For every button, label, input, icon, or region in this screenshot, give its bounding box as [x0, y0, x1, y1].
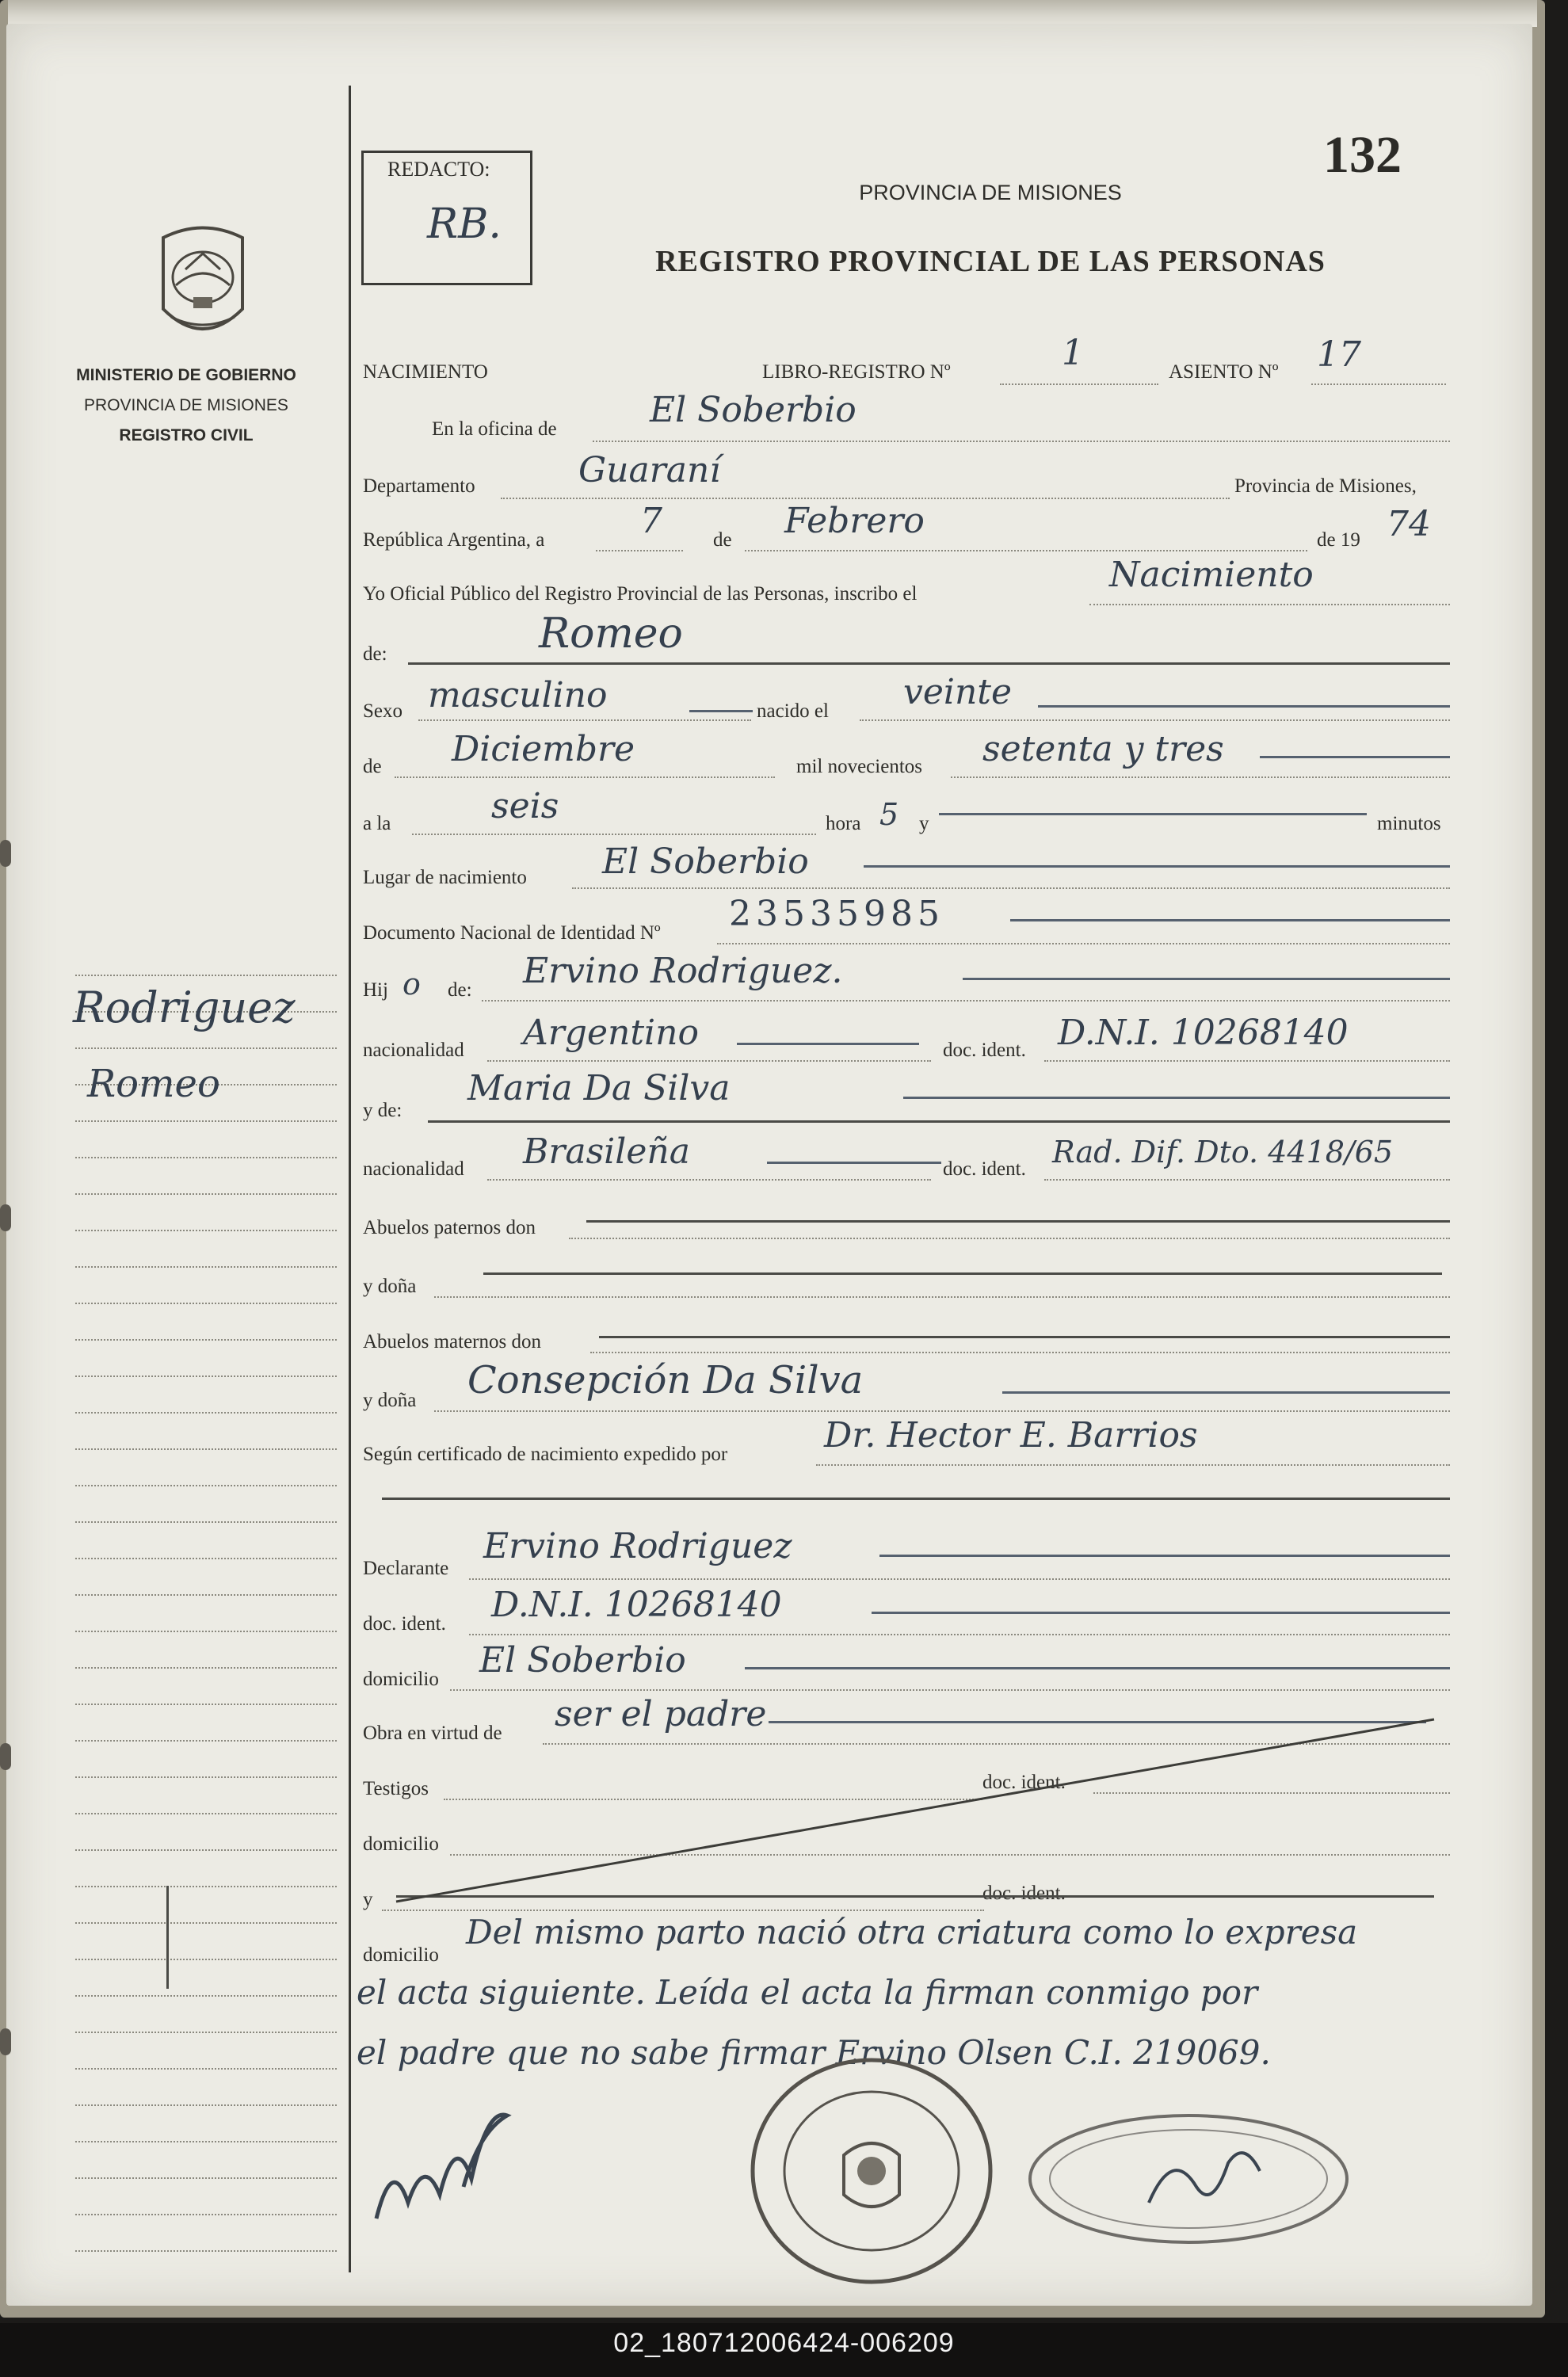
- inscribo-value: Nacimiento: [1109, 555, 1314, 595]
- rule: [483, 1272, 1442, 1275]
- docid2-value: Rad. Dif. Dto. 4418/65: [1052, 1135, 1394, 1169]
- margin-rule: [75, 2141, 337, 2142]
- note-line-3: el padre que no sabe firmar Ervino Olsen C.I. 219069.: [357, 2033, 1271, 2072]
- yde-label: y de:: [363, 1100, 402, 1121]
- margin-rule: [75, 1667, 337, 1669]
- note-line-2: el acta siguiente. Leída el acta la firman conmigo por: [357, 1973, 1258, 2012]
- nombre-value: Romeo: [539, 610, 683, 658]
- coat-of-arms-icon: [147, 222, 258, 349]
- dots: [951, 776, 1450, 778]
- pen-line: [737, 1043, 919, 1045]
- margin-rule: [75, 1849, 337, 1851]
- pen-line: [1260, 756, 1450, 758]
- pen-line: [872, 1612, 1450, 1614]
- provincia-label: Provincia de Misiones,: [1234, 475, 1417, 497]
- margin-rule: [75, 1704, 337, 1705]
- dots: [745, 550, 1307, 551]
- margin-given-name: Romeo: [87, 1062, 220, 1106]
- docid4-label: doc. ident.: [982, 1772, 1066, 1793]
- oficina-value: El Soberbio: [650, 390, 856, 430]
- margin-rule: [75, 2250, 337, 2252]
- dots: [395, 776, 775, 778]
- libro-value: 1: [1062, 333, 1084, 373]
- dots: [1044, 1060, 1450, 1062]
- dots: [1000, 383, 1158, 385]
- docid1-label: doc. ident.: [943, 1040, 1026, 1061]
- obra-label: Obra en virtud de: [363, 1723, 502, 1744]
- ministry-province: PROVINCIA DE MISIONES: [84, 396, 288, 414]
- margin-rule: [75, 1120, 337, 1122]
- rule: [382, 1498, 1450, 1500]
- docid2-label: doc. ident.: [943, 1158, 1026, 1180]
- hora-value: seis: [491, 786, 559, 826]
- margin-rule: [75, 1303, 337, 1304]
- registry-title: REGISTRO PROVINCIAL DE LAS PERSONAS: [655, 245, 1326, 278]
- asiento-label: ASIENTO Nº: [1169, 361, 1279, 383]
- strike-through-line: [380, 1711, 1458, 1917]
- margin-rule: [75, 2214, 337, 2215]
- margin-rule: [75, 1813, 337, 1814]
- dots: [501, 498, 1230, 499]
- binder-ring: [0, 2028, 11, 2055]
- rule: [599, 1336, 1450, 1338]
- margin-rule: [75, 1959, 337, 1960]
- declarante-label: Declarante: [363, 1558, 449, 1579]
- margin-rule: [75, 2104, 337, 2106]
- anio-value: 74: [1387, 504, 1431, 544]
- y-label: y: [919, 813, 929, 834]
- margin-rule: [75, 1047, 337, 1049]
- docid3-value: D.N.I. 10268140: [491, 1585, 782, 1625]
- hora-num-value: 5: [879, 797, 899, 832]
- dots: [1044, 1179, 1450, 1181]
- abuelos-pat-label: Abuelos paternos don: [363, 1217, 536, 1238]
- sexo-value: masculino: [428, 675, 608, 715]
- mes-nac-value: Diciembre: [452, 729, 635, 769]
- rule: [408, 662, 1450, 665]
- pen-line: [745, 1667, 1450, 1669]
- binder-ring: [0, 1743, 11, 1770]
- docid5-label: doc. ident.: [982, 1883, 1066, 1904]
- rule: [428, 1120, 1450, 1123]
- mil-label: mil novecientos: [796, 756, 922, 777]
- dots: [590, 1352, 1450, 1353]
- redacto-box: [361, 151, 532, 285]
- abuelos-mat-label: Abuelos maternos don: [363, 1331, 541, 1353]
- margin-rule: [75, 975, 337, 976]
- nac2-value: Brasileña: [523, 1131, 690, 1172]
- oficina-label: En la oficina de: [432, 418, 557, 440]
- margin-rule: [75, 1922, 337, 1924]
- dots: [572, 887, 1450, 889]
- margin-rule: [75, 1448, 337, 1450]
- dots: [1089, 604, 1450, 605]
- margin-divider: [349, 86, 351, 2272]
- margin-mark: [166, 1886, 169, 1989]
- departamento-label: Departamento: [363, 475, 475, 497]
- dots: [596, 550, 683, 551]
- margin-rule: [75, 1339, 337, 1341]
- y2-label: y: [363, 1889, 373, 1910]
- testigos-label: Testigos: [363, 1778, 429, 1799]
- de19-label: de 19: [1317, 529, 1360, 551]
- handwritten-signature-icon: [361, 2060, 519, 2234]
- page-number: 132: [1323, 126, 1402, 184]
- dots: [469, 1578, 1450, 1580]
- yo-oficial-label: Yo Oficial Público del Registro Provincial de las Personas, inscribo el: [363, 583, 918, 605]
- dia-value: 7: [640, 501, 662, 541]
- abuela-mat-value: Consepción Da Silva: [467, 1358, 864, 1402]
- domicilio3-label: domicilio: [363, 1944, 439, 1966]
- hij-suffix: o: [402, 967, 421, 1002]
- dots: [1311, 383, 1446, 385]
- dots: [418, 719, 751, 721]
- margin-rule: [75, 1521, 337, 1523]
- margin-rule: [75, 1776, 337, 1778]
- margin-rule: [75, 1740, 337, 1742]
- ydona2-label: y doña: [363, 1390, 417, 1411]
- libro-label: LIBRO-REGISTRO Nº: [762, 361, 951, 383]
- ydona1-label: y doña: [363, 1276, 417, 1297]
- binder-ring: [0, 1204, 11, 1231]
- ministry-title: MINISTERIO DE GOBIERNO: [76, 366, 296, 384]
- dots: [469, 1634, 1450, 1635]
- margin-surname: Rodriguez: [73, 982, 296, 1032]
- margin-rule: [75, 1558, 337, 1559]
- mes-value: Febrero: [784, 501, 925, 541]
- margin-rule: [75, 1594, 337, 1596]
- margin-rule: [75, 1412, 337, 1414]
- margin-rule: [75, 1230, 337, 1231]
- pen-line: [864, 865, 1450, 868]
- pen-line: [879, 1555, 1450, 1557]
- image-caption: 02_180712006424-006209: [613, 2328, 955, 2358]
- margin-rule: [75, 1375, 337, 1377]
- redacto-label: REDACTO:: [387, 158, 490, 181]
- nacido-label: nacido el: [757, 700, 829, 722]
- dots: [593, 441, 1450, 442]
- nacido-value: veinte: [903, 672, 1013, 712]
- hij-de-label: de:: [448, 979, 472, 1001]
- republica-label: República Argentina, a: [363, 529, 545, 551]
- pen-line: [1002, 1391, 1450, 1394]
- nac2-label: nacionalidad: [363, 1158, 464, 1180]
- hora-label: hora: [826, 813, 861, 834]
- domicilio2-label: domicilio: [363, 1833, 439, 1855]
- dni-value: 23535985: [729, 894, 944, 934]
- pen-line: [1038, 705, 1450, 708]
- dots: [434, 1410, 1450, 1412]
- asiento-value: 17: [1317, 334, 1361, 375]
- binder-ring: [0, 840, 11, 867]
- docid3-label: doc. ident.: [363, 1613, 446, 1635]
- dots: [434, 1296, 1450, 1298]
- redacto-initials: RB.: [427, 200, 502, 248]
- margin-rule: [75, 1485, 337, 1486]
- dots: [816, 1464, 1450, 1466]
- padre-value: Ervino Rodriguez.: [523, 951, 843, 991]
- province-title: PROVINCIA DE MISIONES: [859, 181, 1122, 204]
- segun-value: Dr. Hector E. Barrios: [824, 1415, 1198, 1456]
- pen-line: [689, 710, 753, 712]
- pen-line: [903, 1097, 1450, 1099]
- nacimiento-label: NACIMIENTO: [363, 361, 488, 383]
- ministry-registry: REGISTRO CIVIL: [119, 426, 254, 444]
- dots: [569, 1238, 1450, 1239]
- de2-label: de:: [363, 643, 387, 665]
- dots: [482, 1000, 1450, 1002]
- ala-label: a la: [363, 813, 391, 834]
- dots: [717, 943, 1450, 944]
- margin-rule: [75, 1266, 337, 1268]
- official-signature-icon: [1141, 2131, 1268, 2226]
- page-stack-edge: [8, 0, 1537, 27]
- dots: [487, 1179, 931, 1181]
- dni-label: Documento Nacional de Identidad Nº: [363, 922, 661, 944]
- lugar-label: Lugar de nacimiento: [363, 867, 527, 888]
- domicilio1-value: El Soberbio: [479, 1640, 686, 1681]
- margin-rule: [75, 2068, 337, 2070]
- pen-line: [963, 978, 1450, 980]
- de-label: de: [713, 529, 732, 551]
- pen-line: [767, 1162, 941, 1164]
- round-official-seal-icon: [741, 2052, 1002, 2290]
- note-line-1: Del mismo parto nació otra criatura como lo expresa: [466, 1913, 1358, 1952]
- pen-line: [939, 813, 1367, 815]
- docid1-value: D.N.I. 10268140: [1058, 1013, 1349, 1053]
- nac1-value: Argentino: [523, 1013, 699, 1053]
- domicilio1-label: domicilio: [363, 1669, 439, 1690]
- anio-nac-value: setenta y tres: [982, 729, 1224, 769]
- de3-label: de: [363, 756, 382, 777]
- nac1-label: nacionalidad: [363, 1040, 464, 1061]
- dots: [487, 1060, 931, 1062]
- dots: [450, 1689, 1450, 1691]
- dots: [412, 834, 816, 835]
- madre-value: Maria Da Silva: [467, 1068, 731, 1108]
- margin-rule: [75, 2177, 337, 2179]
- declarante-value: Ervino Rodriguez: [483, 1526, 792, 1566]
- segun-label: Según certificado de nacimiento expedido por: [363, 1444, 728, 1465]
- minutos-label: minutos: [1377, 813, 1441, 834]
- departamento-value: Guaraní: [578, 450, 721, 490]
- margin-rule: [75, 1886, 337, 1887]
- rule: [586, 1220, 1450, 1223]
- sexo-label: Sexo: [363, 700, 402, 722]
- obra-value: ser el padre: [555, 1694, 767, 1734]
- margin-rule: [75, 1995, 337, 1997]
- dots: [860, 719, 1450, 721]
- pen-line: [1010, 919, 1450, 921]
- hij-label: Hij: [363, 979, 388, 1001]
- margin-rule: [75, 2032, 337, 2033]
- margin-rule: [75, 1193, 337, 1195]
- margin-rule: [75, 1631, 337, 1632]
- lugar-value: El Soberbio: [602, 841, 809, 882]
- margin-rule: [75, 1157, 337, 1158]
